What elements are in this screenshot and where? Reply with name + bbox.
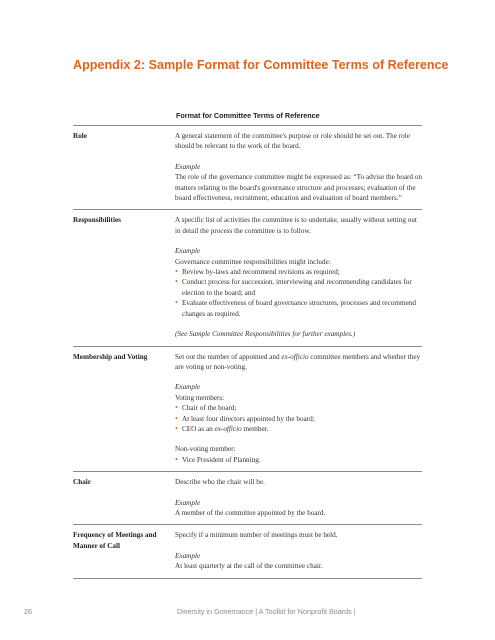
bullet-icon: •	[175, 403, 178, 413]
row-label: Frequency of Meetings and Manner of Call	[73, 531, 157, 550]
row-content	[175, 352, 422, 466]
row-content	[175, 215, 422, 339]
list-item: • Chair of the board;	[175, 403, 237, 413]
nonvoting-label: Non-voting member:	[175, 445, 236, 454]
row-content	[175, 530, 422, 571]
example-label: Example	[175, 162, 201, 171]
list-item: • CEO as an ex-officio member.	[175, 423, 269, 433]
description: Set out the number of appointed and ex-officio committee members and whether they are voting or non-voting.	[175, 352, 421, 371]
row-chair	[73, 472, 422, 525]
table-title: Format for Committee Terms of Reference	[176, 111, 320, 120]
row-content	[175, 131, 422, 203]
example-label: Example	[175, 383, 201, 392]
example-label: Example	[175, 498, 201, 507]
example-text: A member of the committee appointed by the board.	[175, 508, 326, 517]
description: A specific list of activities the committee is to undertake, usually without setting out in detail the process the committee is to follow.	[175, 216, 417, 235]
page-title: Appendix 2: Sample Format for Committee Terms of Reference	[73, 58, 449, 72]
description: A general statement of the committee's purpose or role should be set out. The role should be relevant to the work of the board.	[175, 132, 410, 151]
row-label: Membership and Voting	[73, 352, 148, 361]
example-intro: Governance committee responsibilities might include:	[175, 257, 331, 266]
bullet-icon: •	[175, 267, 178, 277]
row-label: Role	[73, 132, 87, 140]
see-also-note: (See Sample Committee Responsibilities for further examples.)	[175, 330, 356, 339]
row-frequency	[73, 525, 422, 578]
bullet-icon: •	[175, 277, 178, 287]
bullet-icon: •	[175, 298, 178, 308]
list-item: • Evaluate effectiveness of board governance structures, processes and recommend changes as required.	[175, 298, 416, 318]
example-label: Example	[175, 551, 201, 560]
row-membership-voting	[73, 347, 422, 473]
description: Specify if a minimum number of meetings must be held.	[175, 531, 338, 540]
list-item: • Review by-laws and recommend revisions as required;	[175, 267, 340, 277]
description: Describe who the chair will be.	[175, 478, 265, 487]
row-label: Responsibilities	[73, 216, 121, 225]
page-number: 26	[24, 607, 32, 616]
row-label: Chair	[73, 478, 91, 487]
row-content	[175, 477, 422, 518]
row-role	[73, 126, 422, 210]
list-item: • At least four directors appointed by the board;	[175, 413, 315, 423]
footer-text: Diversity in Governance | A Toolkit for Nonprofit Boards |	[177, 607, 356, 616]
example-text: At least quarterly at the call of the committee chair.	[175, 562, 323, 571]
bullet-icon: •	[175, 423, 178, 433]
example-text: The role of the governance committee might be expressed as: “To advise the board on matters relating to the board's governance structure and processes; evaluation of the board effectiveness, recruitment, education and evaluation of board members.”	[175, 173, 422, 203]
bullet-icon: •	[175, 413, 178, 423]
row-responsibilities	[73, 210, 422, 346]
bullet-icon: •	[175, 454, 178, 464]
voting-label: Voting members:	[175, 393, 225, 402]
terms-table	[73, 125, 422, 579]
page-footer	[0, 604, 495, 618]
example-label: Example	[175, 247, 201, 256]
list-item: • Vice President of Planning.	[175, 454, 261, 464]
list-item: • Conduct process for succession, interviewing and recommending candidates for election to the board; and	[175, 277, 412, 297]
